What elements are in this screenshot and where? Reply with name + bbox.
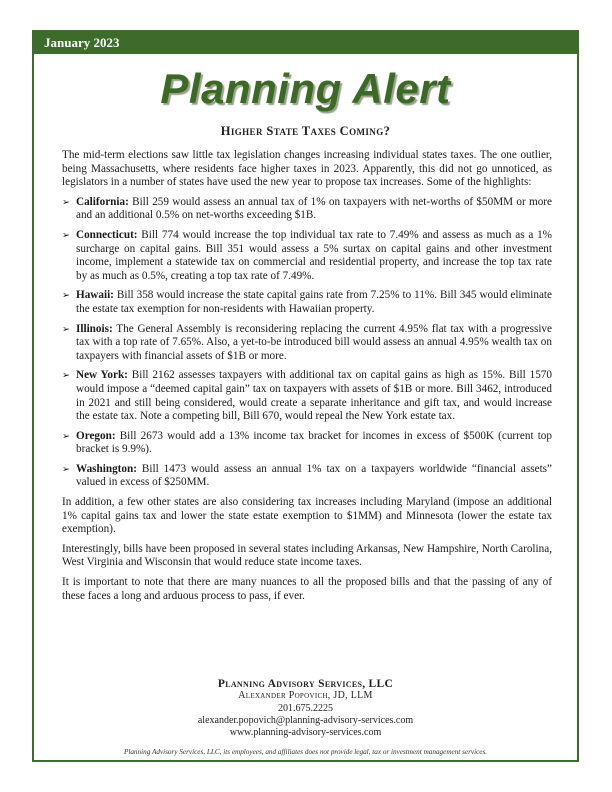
state-detail: Bill 2162 assesses taxpayers with additional tax on capital gains as high as 15%. Bill 1570 would impose a “deemed capital gain” tax on taxpayers with assets of $1B or more. Bill 3462, introduced in 2021 and still being considered, would create a separate inheritance and gift tax, and would increase the estate tax. Note a competing bill, Bill 670, would repeal the New York estate tax.: [76, 369, 552, 423]
arrow-bullet-icon: ➢: [62, 430, 70, 442]
state-name: Connecticut:: [76, 228, 138, 241]
state-name: Hawaii:: [76, 289, 114, 302]
arrow-bullet-icon: ➢: [62, 196, 70, 208]
state-name: Illinois:: [76, 322, 113, 335]
disclaimer: Planning Advisory Services, LLC, its employees, and affiliates does not provide legal, tax or investment management services.: [123, 748, 488, 756]
highlight-item: [62, 229, 552, 283]
state-highlights-list: [62, 196, 552, 490]
phone-number: 201.675.2225: [278, 702, 333, 714]
state-detail: Bill 1473 would assess an annual 1% tax on a taxpayers worldwide “financial assets” valued in excess of $250MM.: [76, 462, 552, 489]
newsletter-frame: [32, 30, 579, 762]
email-link[interactable]: alexander.popovich@planning-advisory-services.com: [197, 714, 414, 726]
article-subtitle: Higher State Taxes Coming?: [220, 124, 391, 138]
intro-paragraph: The mid-term elections saw little tax legislation changes increasing individual states taxes. The one outlier, being Massachusetts, where residents face higher taxes in 2023. Apparently, this did not go unnoticed, as legislators in a number of states have used the new year to propose tax increases. Some of the highlights:: [62, 149, 552, 189]
highlight-item: [62, 430, 552, 457]
state-detail: Bill 358 would increase the state capital gains rate from 7.25% to 11%. Bill 345 would eliminate the estate tax exemption for non-residents with Hawaiian property.: [76, 289, 552, 315]
arrow-bullet-icon: ➢: [62, 229, 70, 241]
highlight-item: [62, 323, 552, 364]
firm-name: Planning Advisory Services, LLC: [217, 678, 394, 690]
arrow-bullet-icon: ➢: [62, 370, 70, 382]
closing-paragraph: It is important to note that there are many nuances to all the proposed bills and that the passing of any of these faces a long and arduous process to pass, if ever.: [62, 576, 552, 602]
state-detail: The General Assembly is reconsidering replacing the current 4.95% flat tax with a progressive tax with a top rate of 7.65%. Also, a yet-to-be introduced bill would assess an annual 4.95% wealth tax on taxpayers with financial assets of $1B or more.: [76, 322, 552, 362]
highlight-item: [62, 463, 552, 490]
website-link[interactable]: www.planning-advisory-services.com: [229, 727, 382, 739]
arrow-bullet-icon: ➢: [62, 290, 70, 302]
state-name: California:: [76, 195, 129, 208]
highlight-item: [62, 369, 552, 423]
arrow-bullet-icon: ➢: [62, 323, 70, 335]
issue-date: January 2023: [44, 35, 120, 50]
other-states-paragraph: In addition, a few other states are also considering tax increases including Maryland (impose an additional 1% capital gains tax and lower the state estate exemption to $1MM) and Minnesota (lower the estate tax exemption).: [62, 496, 552, 536]
advisor-name: Alexander Popovich, JD, LLM: [238, 690, 373, 702]
state-detail: Bill 774 would increase the top individual tax rate to 7.49% and assess as much as a 1% surcharge on capital gains. Bill 351 would assess a 5% surtax on capital gains and other investment income, implement a statewide tax on commercial and residential property, and increase the top tax rate by as much as 0.5%, creating a top tax rate of 7.49%.: [76, 228, 552, 282]
signature-block: [34, 678, 577, 739]
article-body: [62, 149, 552, 609]
highlight-item: [62, 289, 552, 316]
tax-reduction-paragraph: Interestingly, bills have been proposed in several states including Arkansas, New Hampshire, North Carolina, West Virginia and Wisconsin that would reduce state income taxes.: [62, 542, 552, 569]
state-detail: Bill 259 would assess an annual tax of 1% on taxpayers with net-worths of $50MM or more and an additional 0.5% on net-worths exceeding $1B.: [76, 195, 552, 222]
date-banner: [34, 32, 577, 54]
state-name: New York:: [76, 369, 128, 382]
state-name: Oregon:: [76, 429, 116, 442]
state-detail: Bill 2673 would add a 13% income tax bracket for incomes in excess of $500K (current top bracket is 9.9%).: [76, 429, 552, 456]
highlight-item: [62, 196, 552, 223]
page-title: Planning Alert: [160, 65, 451, 112]
state-name: Washington:: [76, 462, 137, 475]
arrow-bullet-icon: ➢: [62, 463, 70, 475]
